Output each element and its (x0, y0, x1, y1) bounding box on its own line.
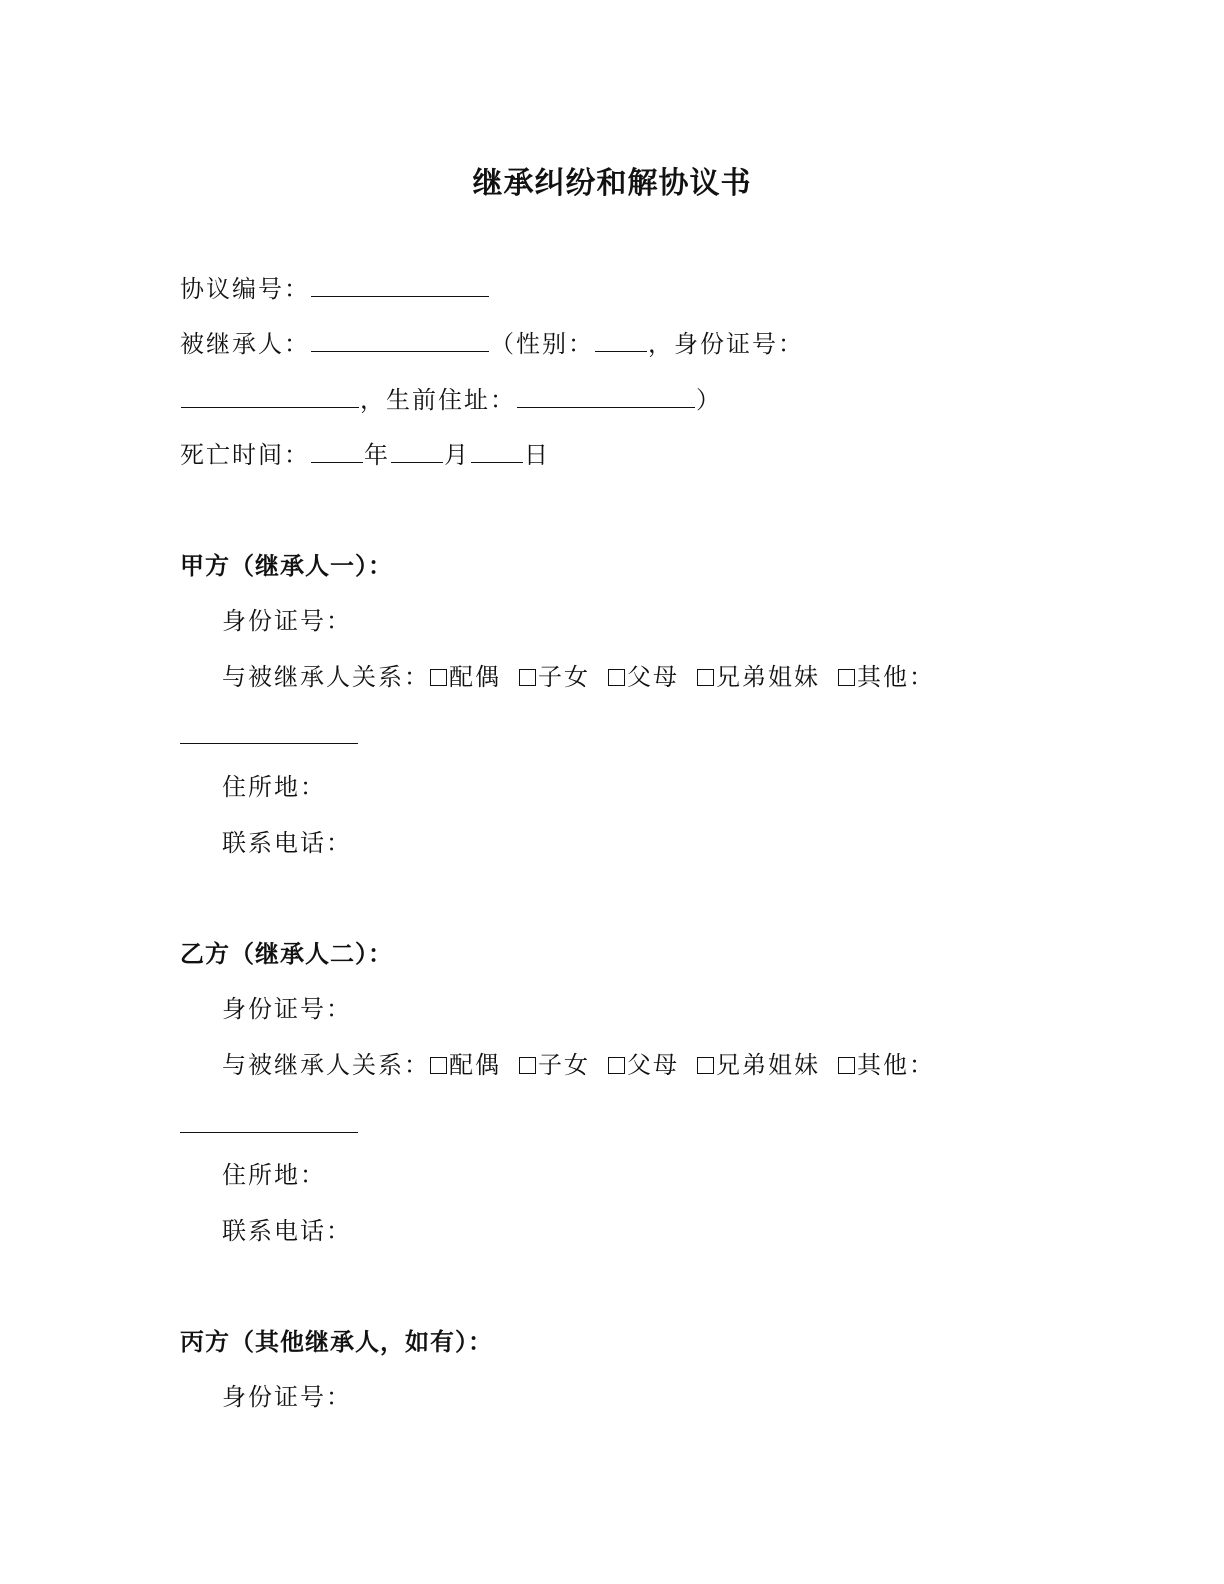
party-b-option-children[interactable] (519, 1051, 590, 1079)
checkbox-icon[interactable] (519, 1057, 536, 1074)
decedent-address-blank[interactable] (517, 385, 695, 408)
checkbox-icon[interactable] (697, 669, 714, 686)
party-b-phone-label: 联系电话： (222, 1217, 352, 1245)
party-a-option-siblings[interactable] (697, 663, 820, 691)
day-label: 日 (524, 441, 550, 469)
checkbox-icon[interactable] (608, 669, 625, 686)
party-a-other-blank[interactable] (180, 743, 358, 744)
party-a-heading: 甲方（继承人一）： (180, 551, 393, 580)
option-label: 兄弟姐妹 (716, 1051, 820, 1079)
checkbox-icon[interactable] (608, 1057, 625, 1074)
party-b-relation-label: 与被继承人关系： (222, 1051, 430, 1079)
gender-blank[interactable] (595, 329, 647, 352)
decedent-row (180, 327, 804, 361)
death-time-label: 死亡时间： (180, 441, 310, 469)
party-a-relation-row (222, 660, 935, 694)
option-label: 其他： (857, 663, 935, 691)
decedent-id-blank[interactable] (181, 385, 359, 408)
party-b-heading: 乙方（继承人二）： (180, 939, 393, 968)
party-b-address-label: 住所地： (222, 1161, 326, 1189)
decedent-row-2 (180, 383, 722, 417)
party-a-option-spouse[interactable] (430, 663, 501, 691)
party-b-option-spouse[interactable] (430, 1051, 501, 1079)
year-label: 年 (364, 441, 390, 469)
agreement-no-row (180, 272, 490, 306)
checkbox-icon[interactable] (838, 669, 855, 686)
party-b-option-siblings[interactable] (697, 1051, 820, 1079)
party-a-option-other[interactable] (838, 663, 935, 691)
party-a-address-label: 住所地： (222, 773, 326, 801)
gender-label: （性别： (490, 330, 594, 358)
party-b-other-blank[interactable] (180, 1132, 358, 1133)
option-label: 父母 (627, 663, 679, 691)
checkbox-icon[interactable] (519, 669, 536, 686)
party-a-option-parents[interactable] (608, 663, 679, 691)
party-b-option-other[interactable] (838, 1051, 935, 1079)
party-b-relation-row (222, 1048, 935, 1082)
party-b-id-label: 身份证号： (222, 995, 352, 1023)
death-day-blank[interactable] (471, 440, 523, 463)
party-c-id-label: 身份证号： (222, 1383, 352, 1411)
option-label: 子女 (538, 1051, 590, 1079)
party-a-id-label: 身份证号： (222, 607, 352, 635)
party-a-option-children[interactable] (519, 663, 590, 691)
death-month-blank[interactable] (391, 440, 443, 463)
decedent-name-blank[interactable] (311, 329, 489, 352)
checkbox-icon[interactable] (430, 669, 447, 686)
party-a-relation-label: 与被继承人关系： (222, 663, 430, 691)
decedent-label: 被继承人： (180, 330, 310, 358)
death-year-blank[interactable] (311, 440, 363, 463)
party-a-phone-label: 联系电话： (222, 829, 352, 857)
decedent-address-label: ，生前住址： (360, 386, 516, 414)
document-title: 继承纠纷和解协议书 (472, 166, 752, 201)
agreement-no-label: 协议编号： (180, 275, 310, 303)
option-label: 配偶 (449, 663, 501, 691)
close-paren: ） (696, 386, 722, 414)
party-c-heading: 丙方（其他继承人，如有）： (180, 1327, 493, 1356)
option-label: 兄弟姐妹 (716, 663, 820, 691)
month-label: 月 (444, 441, 470, 469)
party-b-option-parents[interactable] (608, 1051, 679, 1079)
death-time-row (180, 438, 550, 472)
checkbox-icon[interactable] (838, 1057, 855, 1074)
checkbox-icon[interactable] (697, 1057, 714, 1074)
option-label: 配偶 (449, 1051, 501, 1079)
checkbox-icon[interactable] (430, 1057, 447, 1074)
option-label: 父母 (627, 1051, 679, 1079)
agreement-no-blank[interactable] (311, 274, 489, 297)
option-label: 其他： (857, 1051, 935, 1079)
decedent-id-label: ，身份证号： (648, 330, 804, 358)
option-label: 子女 (538, 663, 590, 691)
